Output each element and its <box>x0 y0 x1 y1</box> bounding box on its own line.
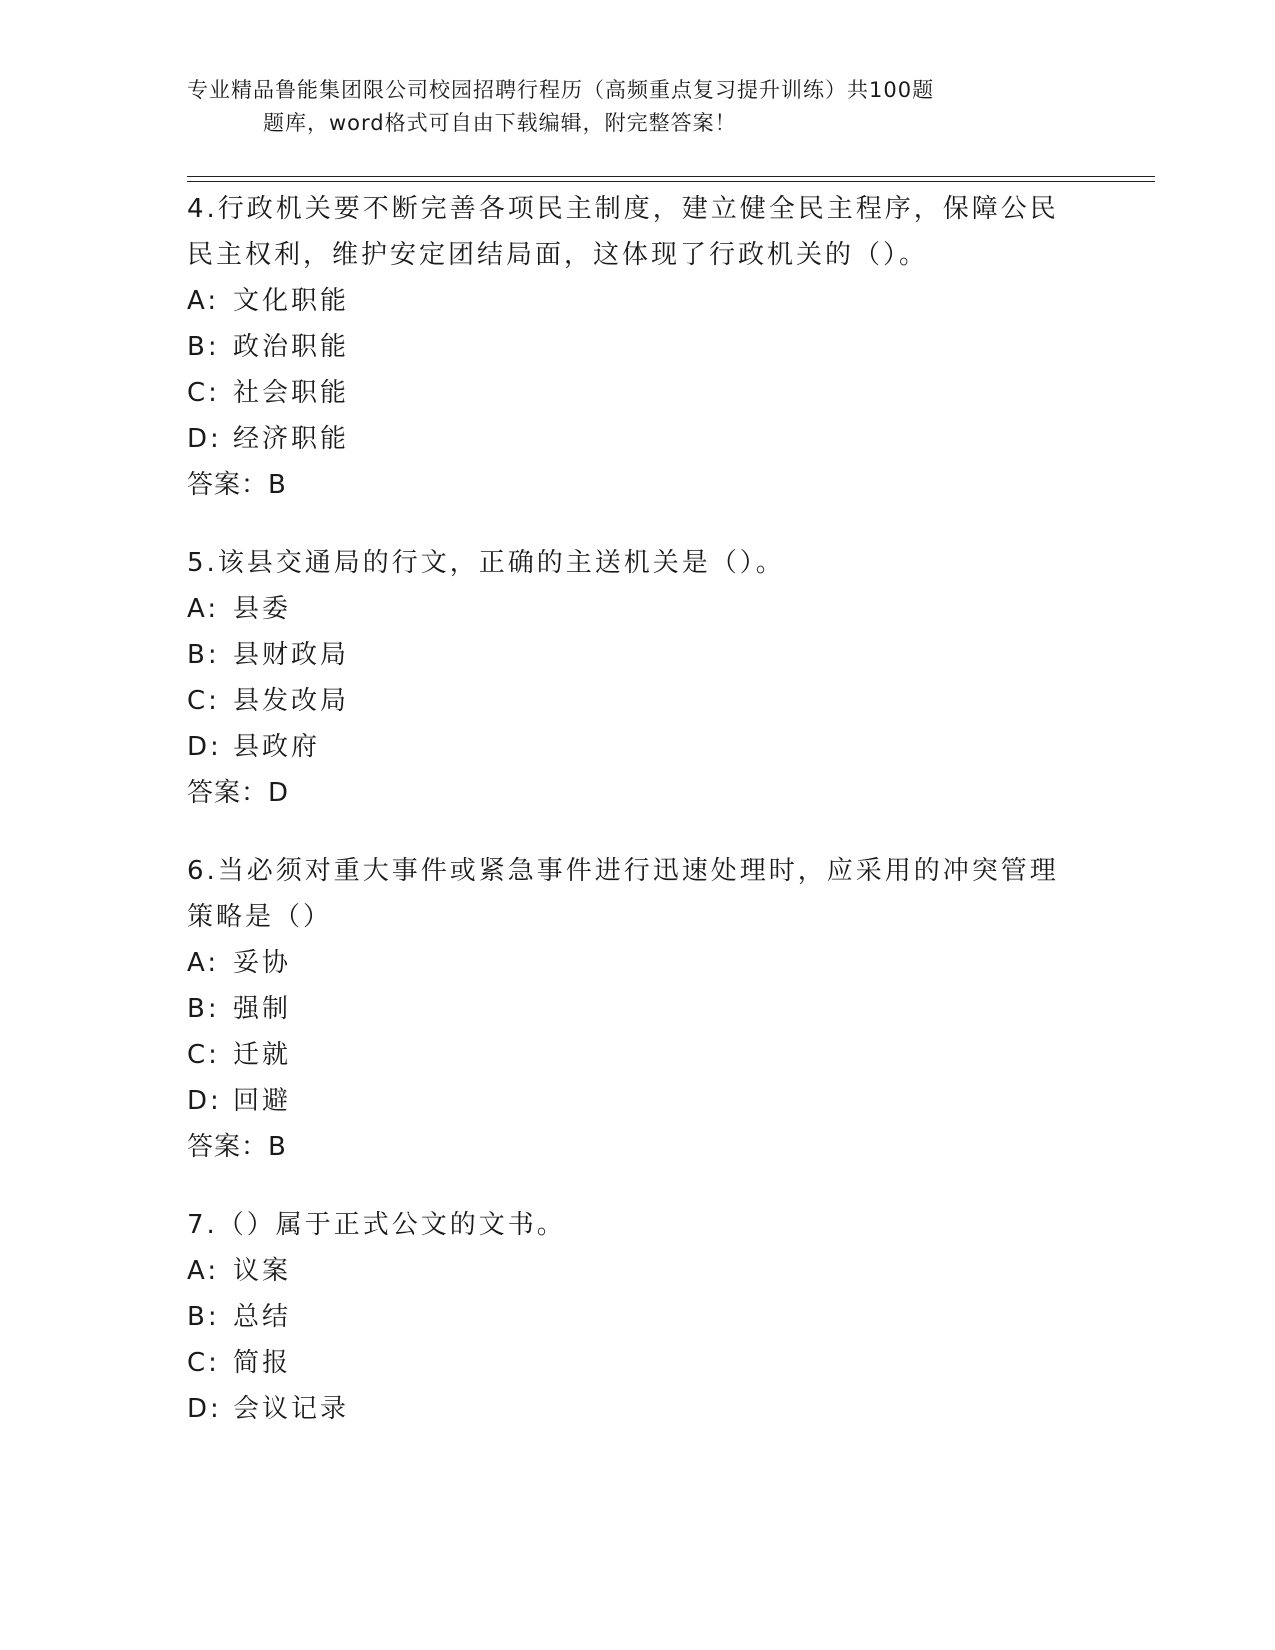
option-b <box>187 1294 1087 1340</box>
answer-text: 答案：D <box>187 778 290 808</box>
option-letter: A: <box>187 286 220 316</box>
option-letter: C: <box>187 378 220 408</box>
option-d <box>187 1386 1087 1432</box>
option-letter: D: <box>187 1394 222 1424</box>
option-c <box>187 1340 1087 1386</box>
question-text-line-1: 7.（）属于正式公文的文书。 <box>187 1210 566 1240</box>
option-letter: D: <box>187 732 222 762</box>
option-text: 文化职能 <box>233 286 350 316</box>
answer-text: 答案：B <box>187 470 287 500</box>
question-text-line-1: 6.当必须对重大事件或紧急事件进行迅速处理时，应采用的冲突管理 <box>187 856 1059 886</box>
header-divider-bottom <box>187 181 1155 182</box>
option-letter: A: <box>187 594 220 624</box>
option-c <box>187 678 1087 724</box>
option-text: 强制 <box>233 994 292 1024</box>
option-letter: B: <box>187 332 220 362</box>
option-text: 县委 <box>233 594 292 624</box>
option-text: 议案 <box>233 1256 292 1286</box>
option-letter: C: <box>187 686 220 716</box>
option-a <box>187 586 1087 632</box>
header-title-line-2: 题库，word格式可自由下载编辑，附完整答案！ <box>263 111 737 135</box>
option-a <box>187 1248 1087 1294</box>
question-text-line-1: 4.行政机关要不断完善各项民主制度，建立健全民主程序，保障公民 <box>187 194 1059 224</box>
option-a <box>187 278 1087 324</box>
option-letter: D: <box>187 424 222 454</box>
question-text-line-2: 策略是（） <box>187 902 333 932</box>
option-b <box>187 986 1087 1032</box>
option-letter: A: <box>187 948 220 978</box>
option-letter: C: <box>187 1040 220 1070</box>
option-d <box>187 1078 1087 1124</box>
header-divider-top <box>187 176 1155 177</box>
question-7 <box>187 1202 1087 1432</box>
option-text: 妥协 <box>233 948 292 978</box>
option-c <box>187 1032 1087 1078</box>
option-letter: A: <box>187 1256 220 1286</box>
question-text-line-1: 5.该县交通局的行文，正确的主送机关是（）。 <box>187 548 785 578</box>
answer-text: 答案：B <box>187 1132 287 1162</box>
question-list <box>187 186 1087 1464</box>
question-4 <box>187 186 1087 508</box>
question-5 <box>187 540 1087 816</box>
option-letter: B: <box>187 1302 220 1332</box>
option-letter: B: <box>187 640 220 670</box>
question-6 <box>187 848 1087 1170</box>
option-text: 政治职能 <box>233 332 350 362</box>
option-text: 会议记录 <box>233 1394 350 1424</box>
option-text: 总结 <box>233 1302 292 1332</box>
option-letter: C: <box>187 1348 220 1378</box>
option-d <box>187 416 1087 462</box>
option-text: 回避 <box>233 1086 292 1116</box>
option-text: 迁就 <box>233 1040 292 1070</box>
header-title-line-1: 专业精品鲁能集团限公司校园招聘行程历（高频重点复习提升训练）共100题 <box>187 78 935 102</box>
option-d <box>187 724 1087 770</box>
option-text: 县政府 <box>233 732 321 762</box>
option-text: 经济职能 <box>233 424 350 454</box>
question-text-line-2: 民主权利，维护安定团结局面，这体现了行政机关的（）。 <box>187 240 929 270</box>
option-a <box>187 940 1087 986</box>
option-text: 县财政局 <box>233 640 350 670</box>
option-b <box>187 632 1087 678</box>
document-header <box>187 74 1047 140</box>
option-letter: B: <box>187 994 220 1024</box>
option-text: 社会职能 <box>233 378 350 408</box>
option-b <box>187 324 1087 370</box>
option-c <box>187 370 1087 416</box>
option-text: 简报 <box>233 1348 292 1378</box>
option-letter: D: <box>187 1086 222 1116</box>
option-text: 县发改局 <box>233 686 350 716</box>
